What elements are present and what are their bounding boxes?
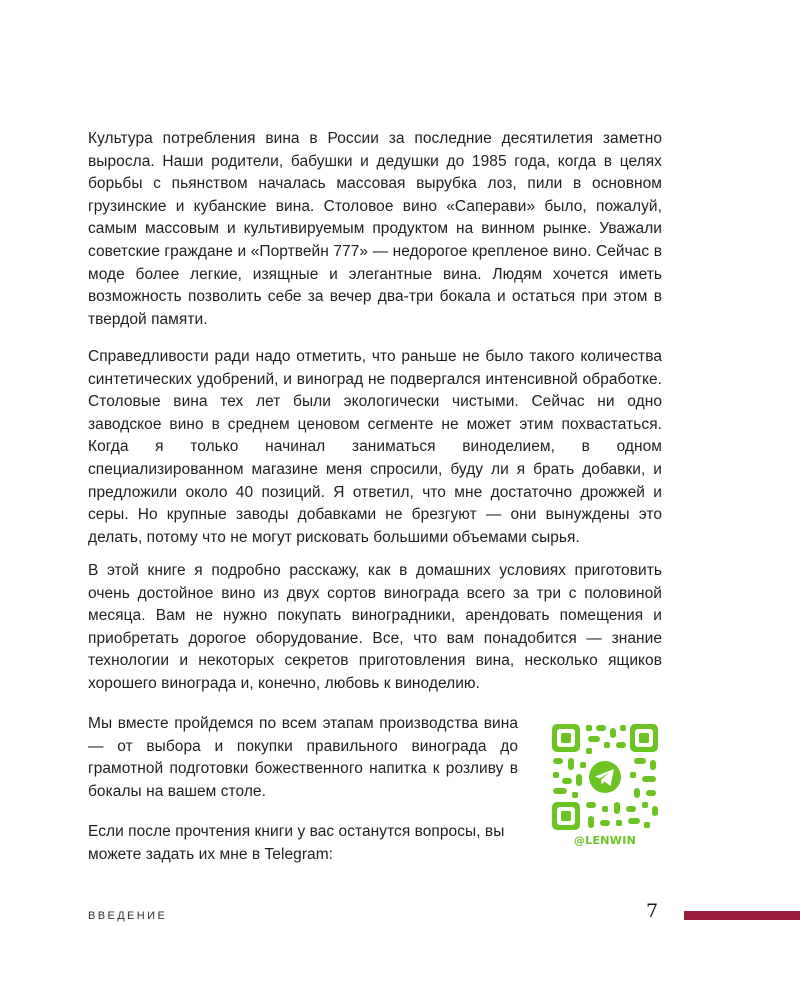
section-title: ВВЕДЕНИЕ — [88, 910, 168, 922]
footer-accent-bar — [684, 911, 800, 920]
paragraph-production-stages: Мы вместе пройдемся по всем этапам производства вина — от выбора и покупки правильного винограда до грамотной подготовки божественного напитка к розливу в бокалы на вашем столе. — [88, 715, 518, 800]
paragraph-fairness: Справедливости ради надо отметить, что раньше не было такого количества синтетических удобрений, и виноград не подвергался интенсивной обработке. Столовые вина тех лет были экологически чистыми. Сейчас ни одно заводское вино в среднем ценовом сегменте не может этим похвастаться. Когда я только начинал заниматься виноделием, в одном специализированном магазине меня спросили, буду ли я брать добавки, и предложили около 40 позиций. Я ответил, что мне достаточно дрожжей и серы. Но крупные заводы добавками не брезгуют — они вынуждены это делать, потому что не могут рисковать большими объемами сырья. — [88, 348, 662, 546]
paragraph-wine-culture: Культура потребления вина в России за последние десятилетия заметно выросла. Наши родители, бабушки и дедушки до 1985 года, когда в целях борьбы с пьянством началась массовая вырубка лоз, пили в основном грузинские и кубанские вина. Столовое вино «Саперави» было, пожалуй, самым массовым и культивируемым продуктом на винном рынке. Уважали советские граждане и «Портвейн 777» — недорогое крепленое вино. Сейчас в моде более легкие, изящные и элегантные вина. Людям хочется иметь возможность позволить себе за вечер два-три бокала и остаться при этом в твердой памяти. — [88, 130, 662, 328]
paragraph-book-intro: В этой книге я подробно расскажу, как в домашних условиях приготовить очень достойное вино из двух сортов винограда всего за три с половиной месяца. Вам не нужно покупать виноградники, арендовать помещения и приобретать дорогое оборудование. Все, что вам понадобится — знание технологии и некоторых секретов приготовления вина, несколько ящиков хорошего винограда и, конечно, любовь к виноделию. — [88, 562, 662, 692]
paragraph-telegram-questions: Если после прочтения книги у вас останутся вопросы, вы можете задать их мне в Telegram: — [88, 823, 505, 863]
telegram-handle[interactable]: @LENWIN — [573, 834, 637, 847]
qr-code-icon[interactable] — [550, 722, 660, 832]
telegram-qr-block[interactable] — [550, 722, 660, 852]
page-number: 7 — [646, 900, 659, 922]
